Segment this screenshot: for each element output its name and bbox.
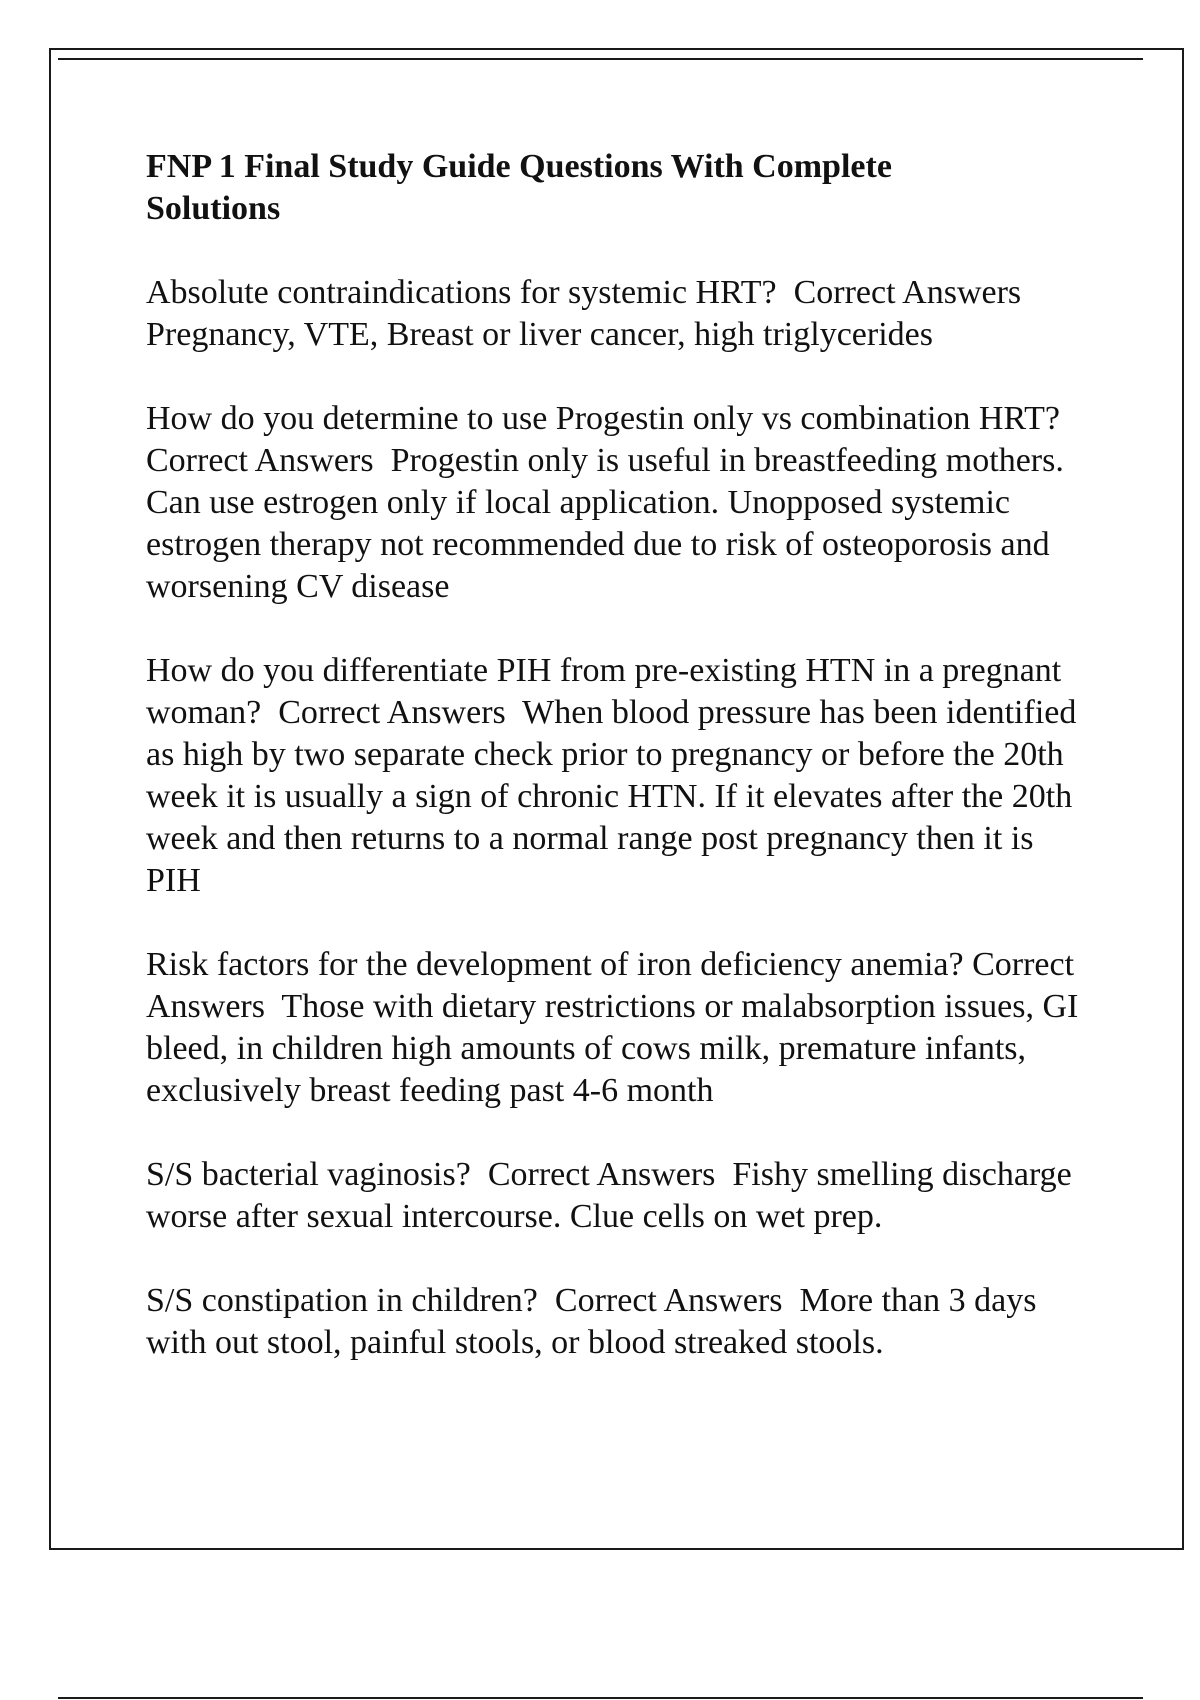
question-text: S/S bacterial vaginosis? <box>146 1156 471 1193</box>
correct-answers-label: Correct Answers <box>793 274 1022 311</box>
answer-text: When blood pressure has been identified as high by two separate check prior to pregnancy or before the 20th week it is usually a sign of chronic HTN. If it elevates after the 20th week and then returns to a normal range post pregnancy then it is PIH <box>146 694 1085 899</box>
correct-answers-label: Correct Answers <box>278 694 506 731</box>
qa-item-1 <box>146 272 1096 356</box>
answer-text: Progestin only is useful in breastfeeding mothers. Can use estrogen only if local application. Unopposed systemic estrogen therapy not recommended due to risk of osteoporosis and worsening CV disease <box>146 442 1073 605</box>
document-title: FNP 1 Final Study Guide Questions With Complete Solutions <box>146 148 892 227</box>
question-text: How do you differentiate PIH from pre-existing HTN in a pregnant woman? <box>146 652 1070 731</box>
qa-item-5 <box>146 1154 1096 1238</box>
question-text: Absolute contraindications for systemic HRT? <box>146 274 777 311</box>
question-text: Risk factors for the development of iron deficiency anemia? <box>146 946 964 983</box>
correct-answers-label: Correct Answers <box>554 1282 783 1319</box>
answer-text: Those with dietary restrictions or malabsorption issues, GI bleed, in children high amounts of cows milk, premature infants, exclusively breast feeding past 4-6 month <box>146 988 1087 1109</box>
correct-answers-label: Correct Answers <box>146 442 374 479</box>
qa-item-3 <box>146 650 1096 902</box>
bottom-rule <box>58 1697 1143 1699</box>
answer-text: Fishy smelling discharge worse after sexual intercourse. Clue cells on wet prep. <box>146 1156 1081 1235</box>
question-text: How do you determine to use Progestin only vs combination HRT? <box>146 400 1060 437</box>
question-text: S/S constipation in children? <box>146 1282 538 1319</box>
answer-text: Pregnancy, VTE, Breast or liver cancer, high triglycerides <box>146 316 933 353</box>
correct-answers-label: Correct Answers <box>487 1156 716 1193</box>
qa-item-6 <box>146 1280 1096 1364</box>
correct-answers-label: Correct Answers <box>146 946 1081 1025</box>
document-body <box>146 146 1096 1406</box>
qa-item-2 <box>146 398 1096 608</box>
answer-text: More than 3 days with out stool, painful stools, or blood streaked stools. <box>146 1282 1045 1361</box>
qa-item-4 <box>146 944 1096 1112</box>
